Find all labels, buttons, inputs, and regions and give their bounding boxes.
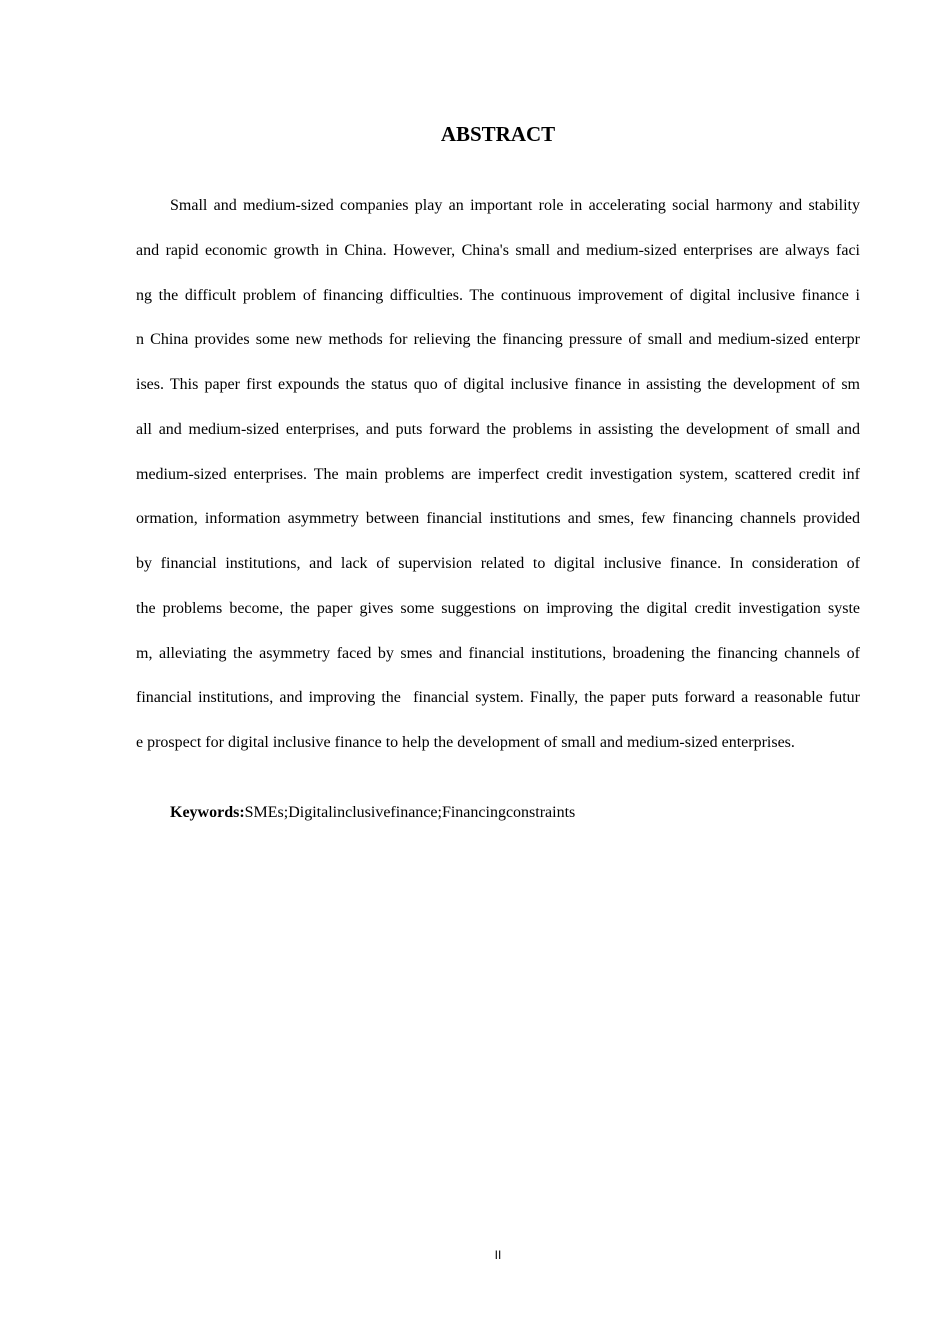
abstract-body [136,194,860,776]
keywords-label: Keywords: [170,804,245,821]
abstract-line: m, alleviating the asymmetry faced by smes and financial institutions, broadening the financing channels of [136,644,860,662]
page-number: II [494,1248,502,1262]
page-title: ABSTRACT [440,122,556,146]
abstract-line: by financial institutions, and lack of supervision related to digital inclusive finance. In consideration of [136,555,860,572]
keywords [170,801,575,825]
abstract-line: all and medium-sized enterprises, and puts forward the problems in assisting the development of small and [136,420,860,438]
abstract-line: e prospect for digital inclusive finance to help the development of small and medium-sized enterprises. [136,734,795,751]
abstract-line: ises. This paper first expounds the status quo of digital inclusive finance in assisting the development of sm [136,376,860,393]
abstract-line: and rapid economic growth in China. However, China's small and medium-sized enterprises are always faci [136,241,860,259]
keywords-list: SMEs;Digitalinclusivefinance;Financingconstraints [244,804,576,821]
abstract-line: the problems become, the paper gives some suggestions on improving the digital credit investigation syste [136,599,860,617]
abstract-line: n China provides some new methods for relieving the financing pressure of small and medium-sized enterpr [136,331,860,349]
abstract-line: financial institutions, and improving the financial system. Finally, the paper puts forward a reasonable futur [136,689,860,707]
abstract-line: ng the difficult problem of financing difficulties. The continuous improvement of digital inclusive finance i [136,286,860,304]
abstract-line: ormation, information asymmetry between financial institutions and smes, few financing channels provided [136,510,860,528]
abstract-line: Small and medium-sized companies play an important role in accelerating social harmony and stability [170,197,860,214]
abstract-line: medium-sized enterprises. The main problems are imperfect credit investigation system, scattered credit inf [136,465,860,483]
